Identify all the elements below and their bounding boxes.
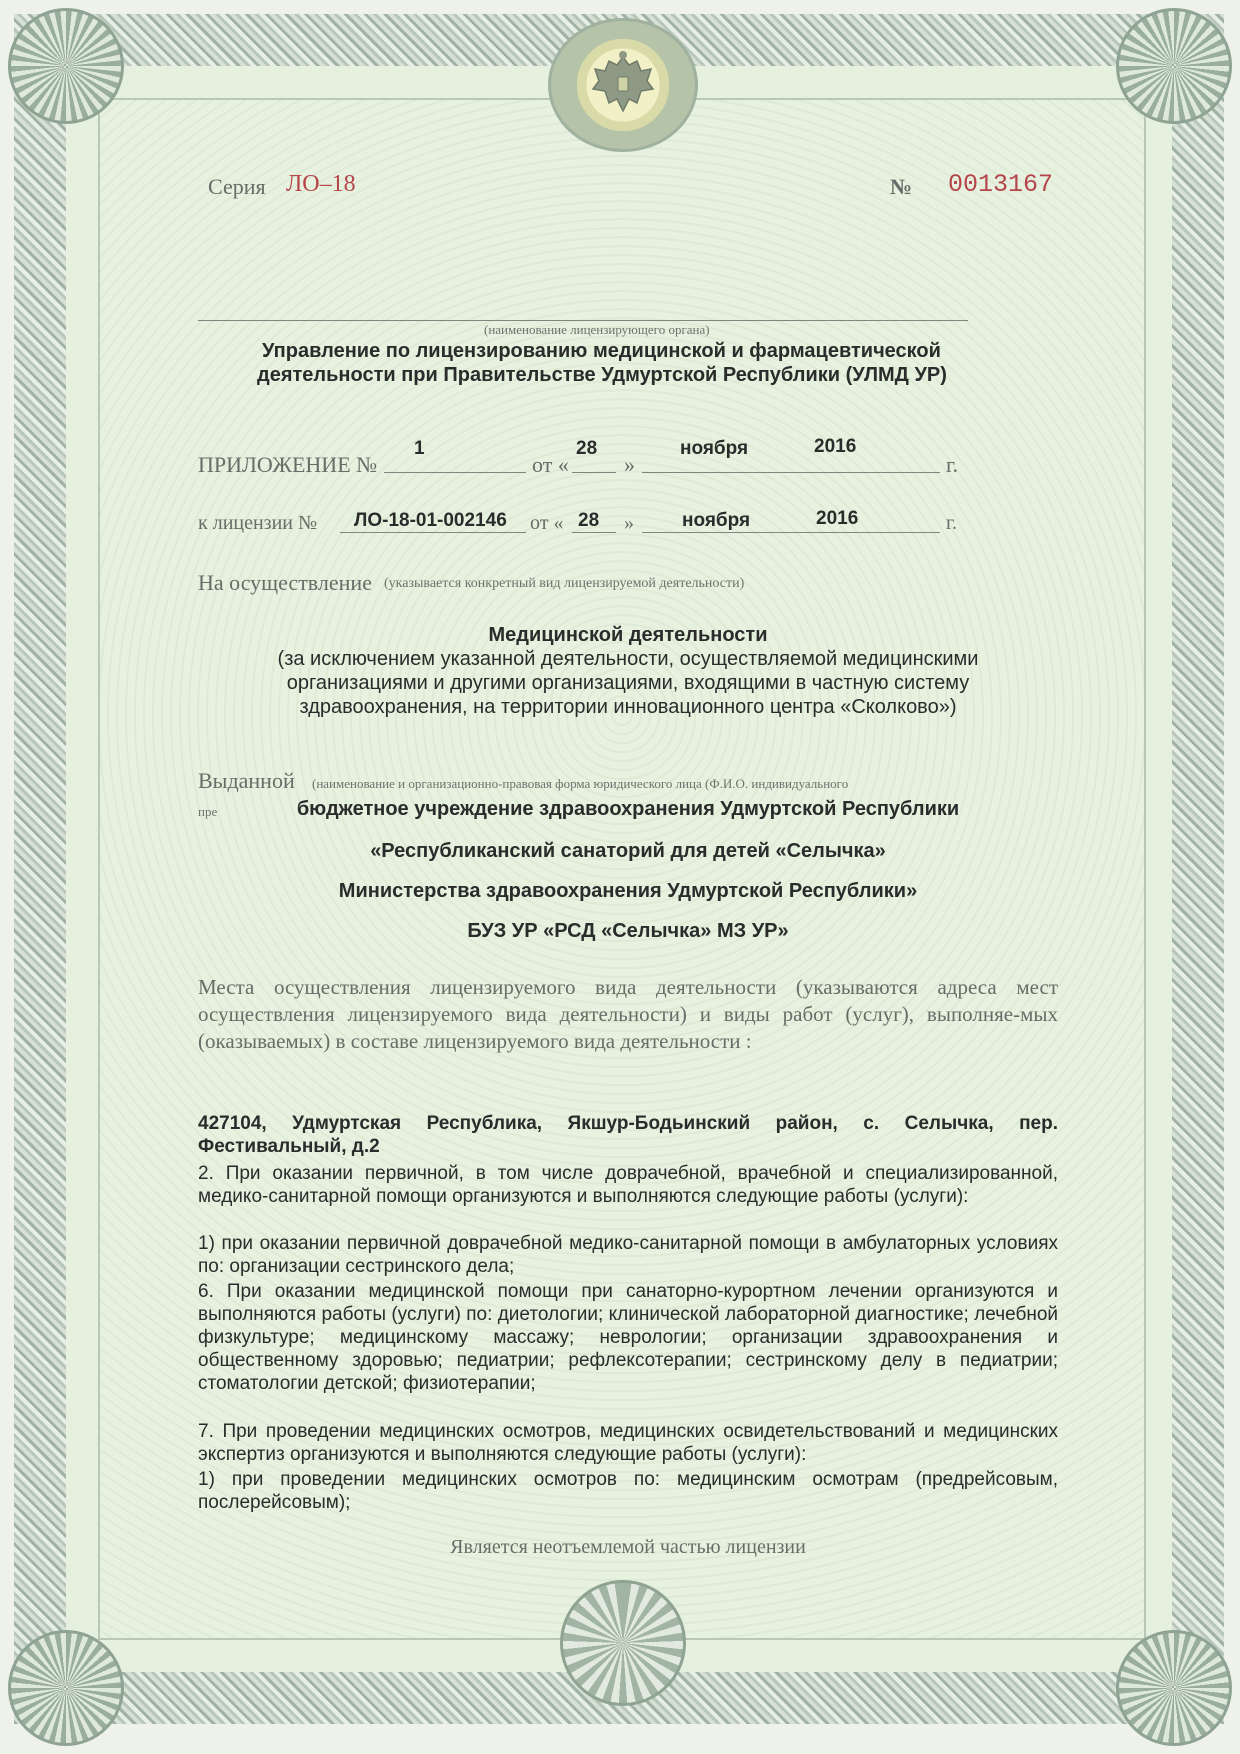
corner-rosette-icon: [1116, 8, 1232, 124]
corner-rosette-icon: [8, 1630, 124, 1746]
issued-to-line: «Республиканский санаторий для детей «Селычка»: [370, 840, 886, 862]
issued-to-caption: (наименование и организационно-правовая форма юридического лица (Ф.И.О. индивидуального: [312, 776, 849, 791]
service-item: 1) при проведении медицинских осмотров по: медицинским осмотрам (предрейсовым, послерейсовым);: [198, 1469, 1058, 1513]
license-number-line: [340, 532, 526, 533]
footer-note: Является неотъемлемой частью лицензии: [450, 1536, 806, 1558]
places-intro: Места осуществления лицензируемого вида деятельности (указываются адреса мест осуществления лицензируемого вида деятельности) и виды работ (услуг), выполняе-мых (оказываемых) в составе лицензируемого вида деятельности :: [198, 975, 1058, 1053]
activity-line: (за исключением указанной деятельности, осуществляемой медицинскими: [277, 648, 979, 670]
license-close-quote: »: [624, 512, 634, 534]
service-item: 1) при оказании первичной доврачебной медико-санитарной помощи в амбулаторных условиях по: организации сестринского дела;: [198, 1233, 1058, 1277]
appendix-number: 1: [414, 438, 425, 459]
series-value: ЛО–18: [286, 171, 356, 197]
corner-rosette-icon: [8, 8, 124, 124]
service-item: 6. При оказании медицинской помощи при санаторно-курортном лечении организуются и выполняются работы (услуги) по: диетологии; клинической лабораторной диагностике; лечебной физкультуре; медицинскому массажу; неврологии; организации здравоохранения и общественному здоровью; педиатрии; рефлексотерапии; сестринскому делу в педиатрии; стоматологии детской; физиотерапии;: [198, 1281, 1058, 1394]
license-from-label: от «: [530, 512, 564, 534]
activity-label: На осуществление: [198, 570, 372, 595]
number-label: №: [890, 174, 913, 199]
license-date-line: [642, 532, 940, 533]
appendix-label: ПРИЛОЖЕНИЕ №: [198, 452, 378, 477]
number-value: 0013167: [948, 170, 1054, 199]
issuing-body-line2: деятельности при Правительстве Удмуртской Республики (УЛМД УР): [257, 364, 947, 386]
appendix-close-quote: »: [624, 452, 635, 477]
appendix-year: 2016: [814, 436, 857, 457]
appendix-date-line: [642, 472, 940, 473]
license-year-suffix: г.: [946, 512, 957, 534]
service-item: 7. При проведении медицинских осмотров, медицинских освидетельствований и медицинских экспертиз организуются и выполняются следующие работы (услуги):: [198, 1421, 1058, 1465]
issued-to-caption-tail: пре: [198, 804, 218, 819]
appendix-day-line: [572, 472, 616, 473]
license-month: ноября: [682, 510, 751, 531]
issued-to-label: Выданной: [198, 768, 295, 793]
appendix-number-line: [384, 472, 526, 473]
appendix-month: ноября: [680, 438, 749, 459]
series-label: Серия: [208, 174, 266, 199]
issued-to-line: Министерства здравоохранения Удмуртской Республики»: [338, 880, 918, 902]
double-headed-eagle-icon: [583, 45, 663, 125]
license-label: к лицензии №: [198, 512, 318, 534]
license-day: 28: [578, 510, 600, 531]
activity-title: Медицинской деятельности: [488, 624, 768, 646]
issued-to-line: бюджетное учреждение здравоохранения Удмуртской Республики: [296, 798, 960, 820]
appendix-day: 28: [576, 438, 598, 459]
issuing-body-line: [198, 320, 968, 321]
appendix-year-suffix: г.: [946, 452, 959, 477]
issuing-body-caption: (наименование лицензирующего органа): [484, 322, 710, 337]
address-text: 427104, Удмуртская Республика, Якшур-Бодьинский район, с. Селычка, пер. Фестивальный, д.2: [198, 1113, 1058, 1157]
issued-to-line: БУЗ УР «РСД «Селычка» МЗ УР»: [467, 920, 789, 942]
activity-line: здравоохранения, на территории инновационного центра «Сколково»): [299, 696, 957, 718]
activity-line: организациями и другими организациями, входящими в частную систему: [286, 672, 970, 694]
coat-of-arms-emblem-icon: [548, 18, 698, 152]
activity-caption: (указывается конкретный вид лицензируемой деятельности): [384, 576, 745, 591]
corner-rosette-icon: [1116, 1630, 1232, 1746]
license-number: ЛО-18-01-002146: [354, 510, 507, 531]
service-item: 2. При оказании первичной, в том числе доврачебной, врачебной и специализированной, медико-санитарной помощи организуются и выполняются следующие работы (услуги):: [198, 1163, 1058, 1207]
issuing-body-line1: Управление по лицензированию медицинской и фармацевтической: [262, 340, 941, 362]
license-year: 2016: [816, 508, 859, 529]
license-day-line: [572, 532, 616, 533]
bottom-rosette-icon: [560, 1580, 686, 1706]
appendix-from-label: от «: [532, 452, 569, 477]
